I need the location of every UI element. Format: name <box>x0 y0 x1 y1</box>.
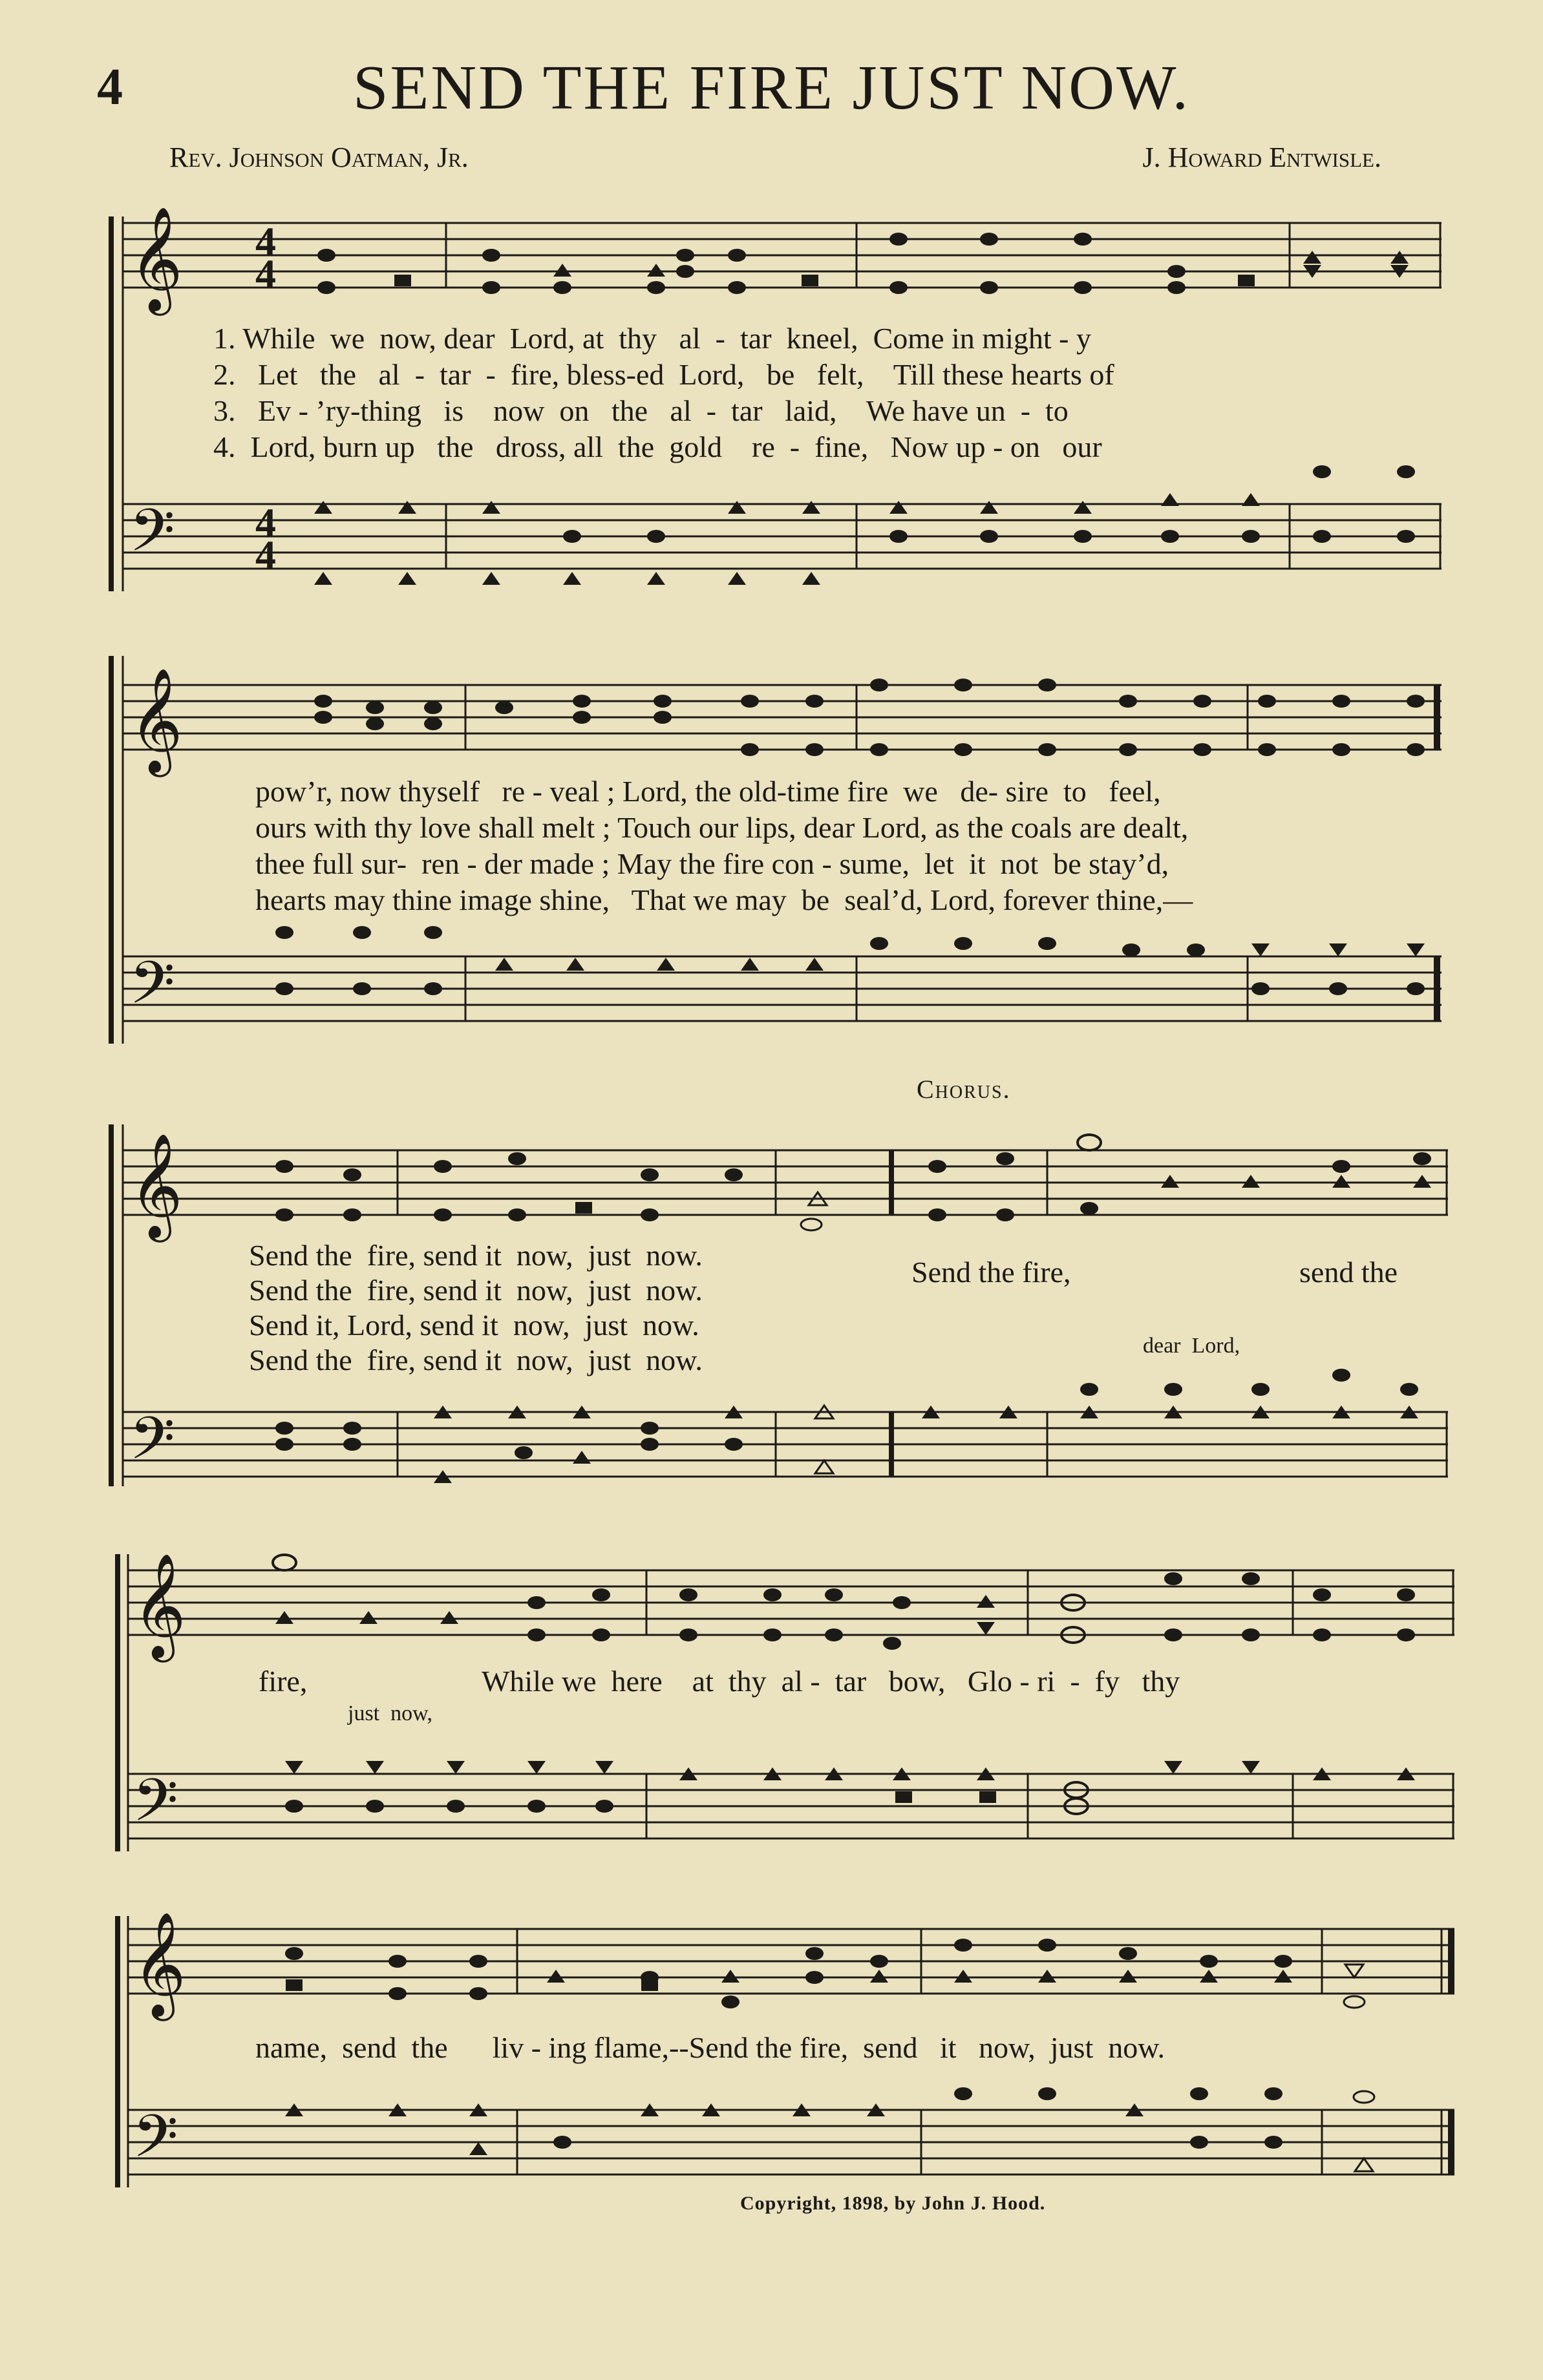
verse-3-line-2: thee full sur- ren - der made ; May the fire con - sume, let it not be stay’d, <box>255 847 1169 880</box>
bass-staff-5 <box>128 2110 1454 2175</box>
bass-clef-icon: 𝄢 <box>133 2102 178 2185</box>
chorus-name-line: name, send the liv - ing flame,--Send the fire, send it now, just now. <box>255 2031 1165 2064</box>
treble-clef-icon: 𝄞 <box>129 206 183 311</box>
chorus-send-the: send the <box>1299 1256 1398 1289</box>
bass-clef-icon: 𝄢 <box>129 496 175 579</box>
copyright-notice: Copyright, 1898, by John J. Hood. <box>740 2193 1046 2214</box>
treble-clef-icon: 𝄞 <box>129 1133 183 1238</box>
chorus-dear-lord: dear Lord, <box>1143 1334 1240 1358</box>
composer-credit: J. Howard Entwisle. <box>1142 142 1381 173</box>
verse-1-line-1: 1. While we now, dear Lord, at thy al - tar kneel, Come in might - y <box>213 322 1091 355</box>
refrain-line-2: Send the fire, send it now, just now. <box>249 1274 703 1307</box>
chorus-while-line: While we here at thy al - tar bow, Glo - ri - fy thy <box>482 1665 1180 1698</box>
treble-clef-icon: 𝄞 <box>133 1553 186 1658</box>
refrain-line-3: Send it, Lord, send it now, just now. <box>249 1309 699 1342</box>
hymn-title: SEND THE FIRE JUST NOW. <box>352 53 1191 123</box>
bass-clef-icon: 𝄢 <box>129 949 175 1031</box>
verse-1-line-2: pow’r, now thyself re - veal ; Lord, the old-time fire we de- sire to feel, <box>255 775 1161 808</box>
svg-text:4: 4 <box>255 532 276 578</box>
verse-2-line-1: 2. Let the al - tar - fire, bless-ed Lord, be felt, Till these hearts of <box>213 358 1114 391</box>
refrain-line-4: Send the fire, send it now, just now. <box>249 1343 703 1376</box>
verse-2-line-2: ours with thy love shall melt ; Touch our lips, dear Lord, as the coals are dealt, <box>255 811 1189 844</box>
refrain-line-1: Send the fire, send it now, just now. <box>249 1239 703 1272</box>
treble-staff-5 <box>128 1929 1454 1994</box>
svg-text:4: 4 <box>255 500 276 545</box>
chorus-label: Chorus. <box>917 1075 1011 1104</box>
verse-4-line-2: hearts may thine image shine, That we may be seal’d, Lord, forever thine,— <box>255 883 1193 916</box>
chorus-send-the-fire: Send the fire, <box>911 1256 1071 1289</box>
svg-text:4: 4 <box>255 251 276 297</box>
page-number: 4 <box>97 59 123 116</box>
chorus-fire: fire, <box>259 1665 308 1698</box>
bass-clef-icon: 𝄢 <box>133 1766 178 1849</box>
treble-notes-5 <box>285 1939 1365 2008</box>
treble-clef-icon: 𝄞 <box>133 1911 186 2017</box>
verse-3-line-1: 3. Ev - ’ry-thing is now on the al - tar laid, We have un - to <box>213 394 1069 427</box>
svg-text:4: 4 <box>255 218 276 264</box>
author-credit: Rev. Johnson Oatman, Jr. <box>169 142 469 173</box>
bass-clef-icon: 𝄢 <box>129 1404 175 1487</box>
verse-4-line-1: 4. Lord, burn up the dross, all the gold re - fine, Now up - on our <box>213 430 1102 463</box>
chorus-just-now: just now, <box>348 1701 432 1725</box>
treble-clef-icon: 𝄞 <box>129 668 183 773</box>
